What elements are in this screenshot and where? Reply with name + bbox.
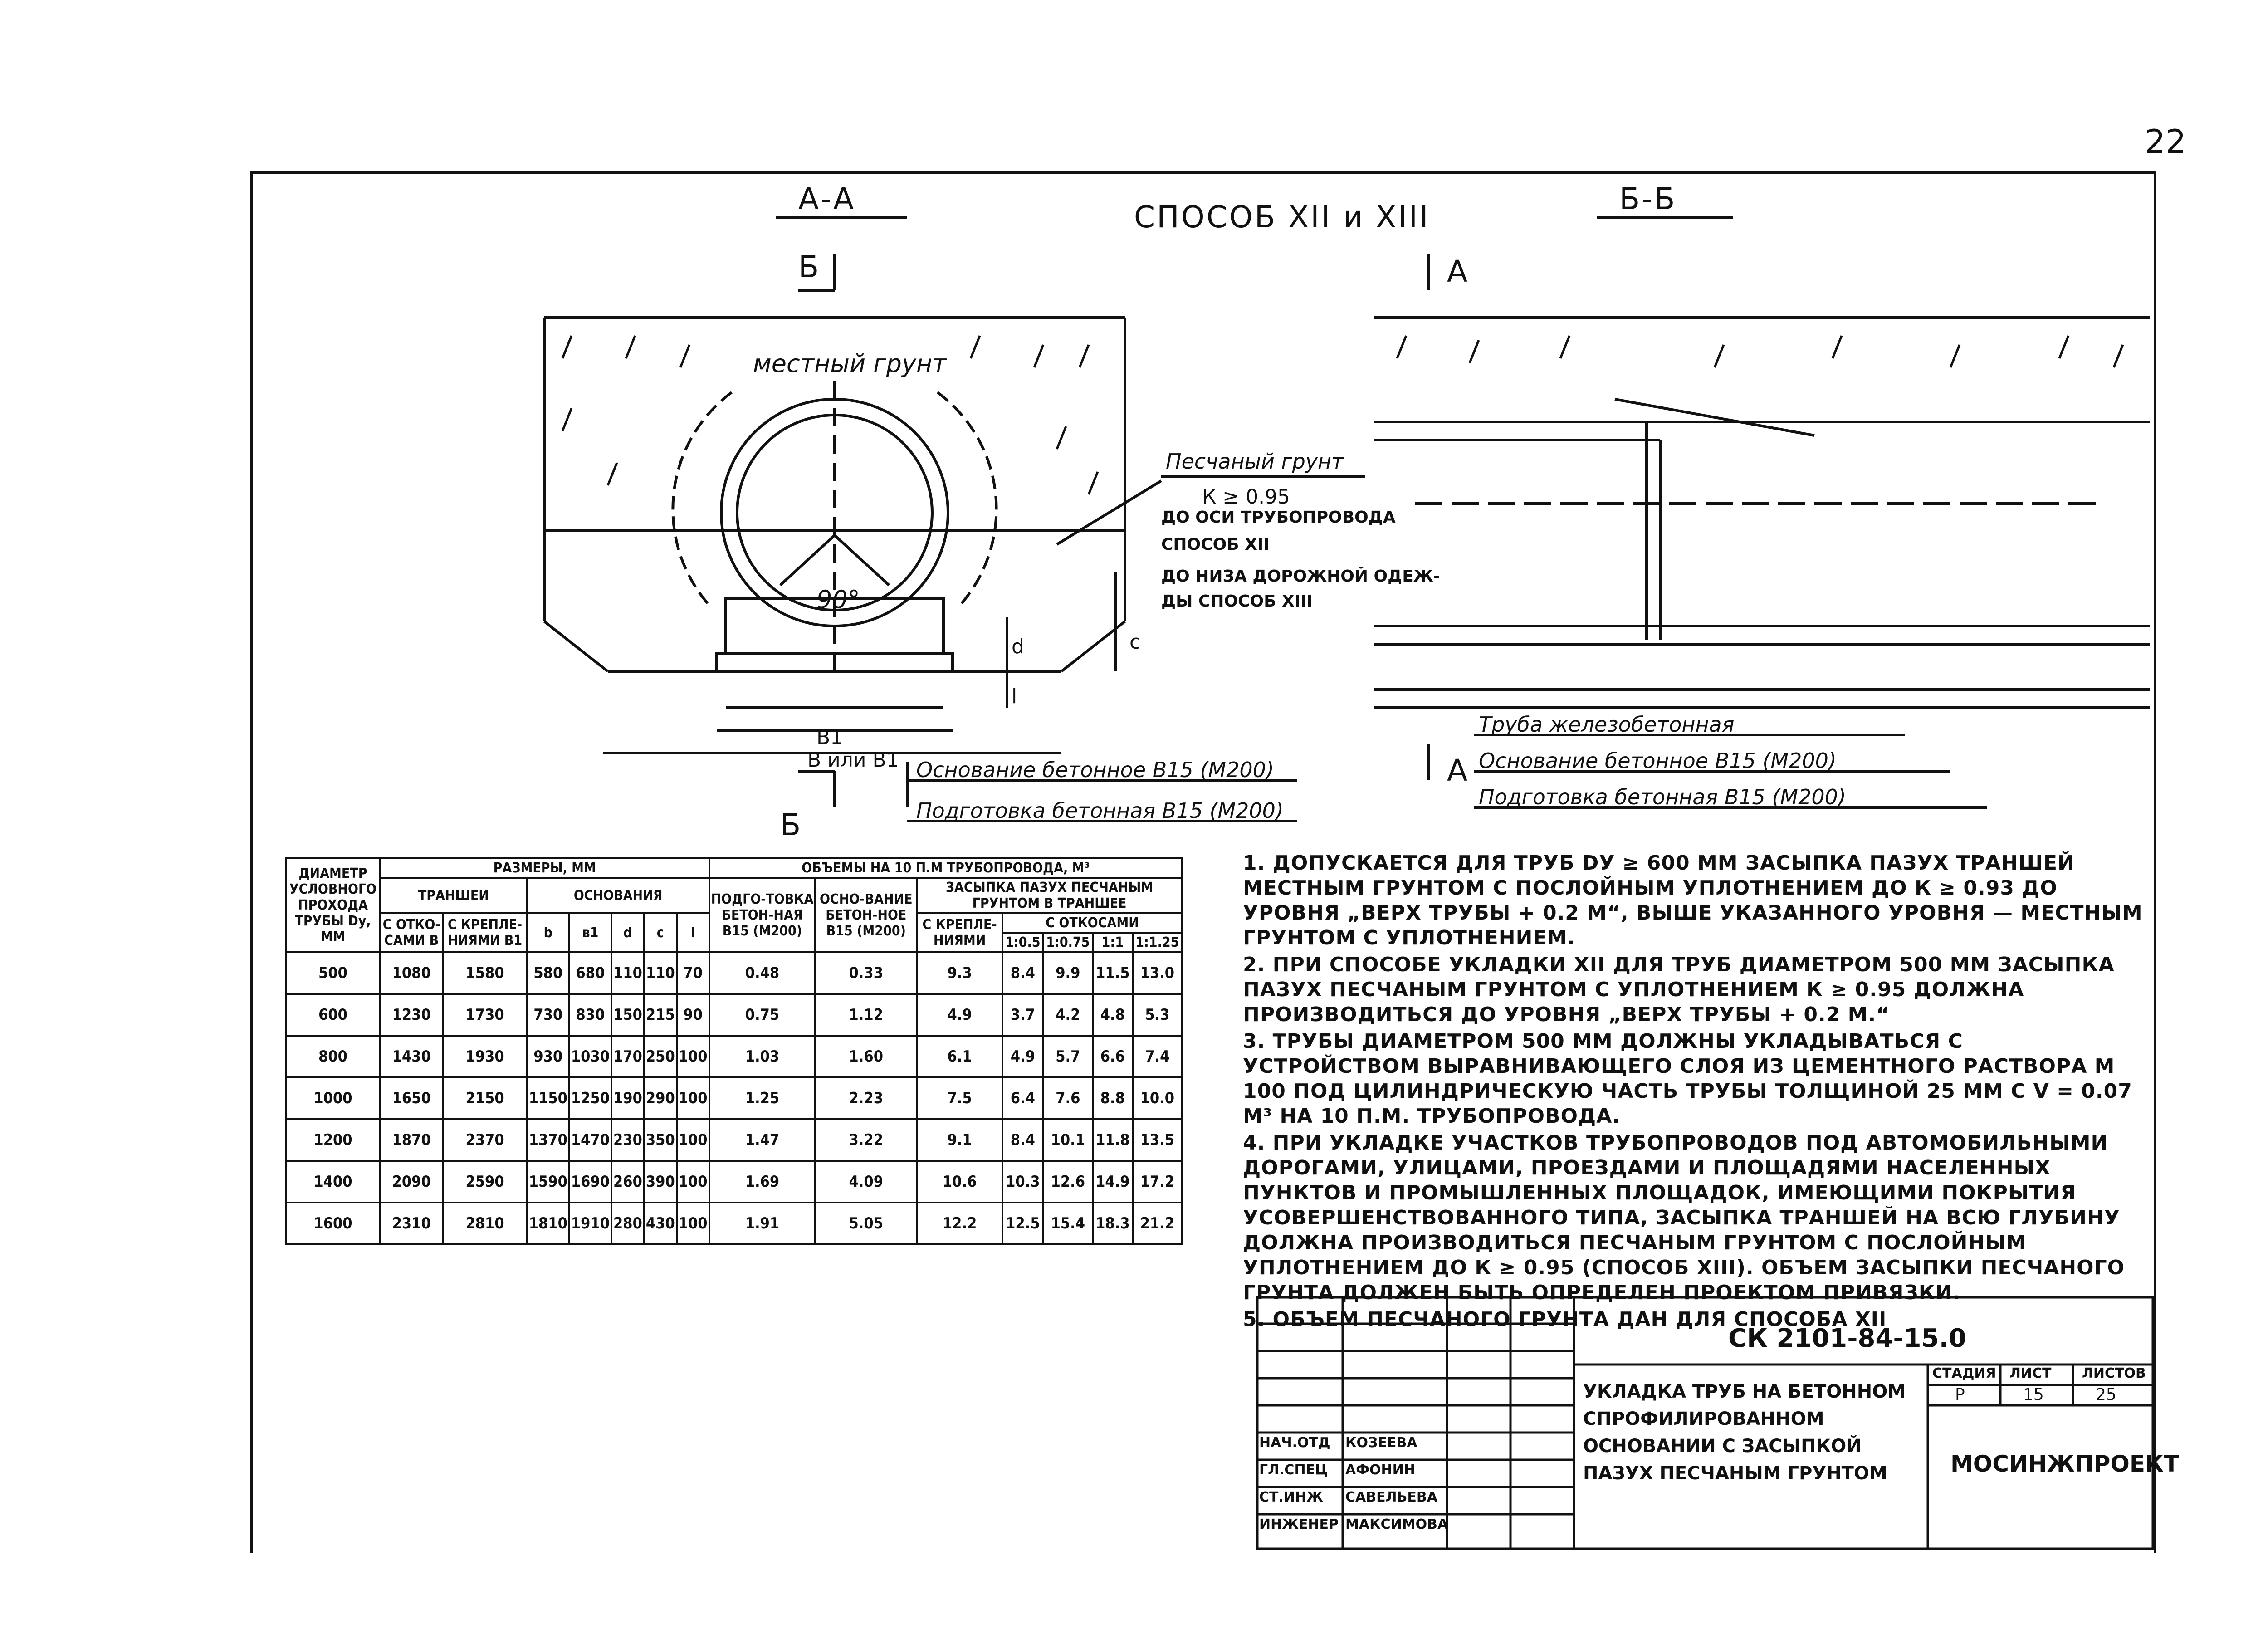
col-b1: в1 [569,913,611,952]
table-cell: 12.2 [917,1203,1002,1244]
table-cell: 110 [644,952,677,994]
table-cell: 1.25 [709,1077,816,1119]
table-cell: 4.2 [1043,994,1093,1036]
section-mark-bb-top: А [1447,254,1470,289]
col-diameter: ДИАМЕТР УСЛОВНОГО ПРОХОДА ТРУБЫ Dу, ММ [286,858,380,952]
col-prep: ПОДГО-ТОВКА БЕТОН-НАЯ B15 (М200) [709,878,816,952]
table-cell: 2810 [443,1203,527,1244]
col-c: c [644,913,677,952]
table-cell: 350 [644,1119,677,1161]
table-cell: 100 [677,1077,709,1119]
table-cell: 1810 [527,1203,569,1244]
method-title: СПОСОБ XII и XIII [1134,200,1430,235]
note-5: 5. ОБЪЕМ ПЕСЧАНОГО ГРУНТА ДАН ДЛЯ СПОСОБА XII [1243,1308,1887,1331]
note-3: 3. ТРУБЫ ДИАМЕТРОМ 500 ММ ДОЛЖНЫ УКЛАДЫВАТЬСЯ С УСТРОЙСТВОМ ВЫРАВНИВАЮЩЕГО СЛОЯ ИЗ ЦЕМЕНТНОГО РАСТВОРА М 100 ПОД ЦИЛИНДРИЧЕСКУЮ ЧАСТЬ ТРУБЫ ТОЛЩИНОЙ 25 ММ С V = 0.07 М³ НА 10 П.М. ТРУБОПРОВОДА. [1243,1030,2132,1128]
col-s4: 1:1.25 [1133,933,1182,952]
table-cell: 190 [611,1077,644,1119]
person-role-2: ГЛ.СПЕЦ [1259,1462,1328,1478]
table-cell: 100 [677,1161,709,1203]
table-cell: 6.1 [917,1036,1002,1077]
table-cell: 1250 [569,1077,611,1119]
stage-label: СТАДИЯ [1932,1365,1996,1381]
table-cell: 21.2 [1133,1203,1182,1244]
section-aa-title: А-А [798,181,856,216]
table-cell: 1.60 [815,1036,917,1077]
dim-c: c [1129,631,1141,654]
col-base: ОСНОВАНИЯ [527,878,709,913]
col-bf-slopes: С ОТКОСАМИ [1002,913,1182,933]
table-cell: 10.6 [917,1161,1002,1203]
page-number: 22 [2145,122,2186,161]
table-cell: 1870 [380,1119,443,1161]
table-cell: 11.5 [1093,952,1133,994]
section-bb-title: Б-Б [1619,181,1677,216]
dim-b1: B1 [816,726,843,749]
table-cell: 9.9 [1043,952,1093,994]
table-cell: 1470 [569,1119,611,1161]
sand-soil-label: Песчаный грунт [1166,449,1344,474]
table-cell: 9.3 [917,952,1002,994]
col-s3: 1:1 [1093,933,1133,952]
table-cell: 100 [677,1203,709,1244]
table-cell: 170 [611,1036,644,1077]
table-cell: 250 [644,1036,677,1077]
table-cell: 1230 [380,994,443,1036]
table-cell: 500 [286,952,380,994]
table-cell: 1.03 [709,1036,816,1077]
angle-label: 90° [816,585,860,614]
col-slopes-b: С ОТКО-САМИ B [380,913,443,952]
col-s2: 1:0.75 [1043,933,1093,952]
table-cell: 13.5 [1133,1119,1182,1161]
table-cell: 1000 [286,1077,380,1119]
table-cell: 1730 [443,994,527,1036]
table-row [286,1203,1182,1244]
table-row [286,1119,1182,1161]
method12-label: СПОСОБ XII [1161,535,1270,554]
col-b: b [527,913,569,952]
table-cell: 600 [286,994,380,1036]
table-cell: 18.3 [1093,1203,1133,1244]
table-cell: 800 [286,1036,380,1077]
organization: МОСИНЖПРОЕКТ [1950,1451,2179,1477]
table-cell: 110 [611,952,644,994]
table-cell: 10.1 [1043,1119,1093,1161]
person-name-3: САВЕЛЬЕВА [1345,1489,1437,1505]
table-body [286,952,1182,1244]
table-cell: 6.6 [1093,1036,1133,1077]
dimensions-table [285,857,1183,1245]
bb-legend-base: Основание бетонное B15 (М200) [1479,748,1837,773]
table-cell: 3.7 [1002,994,1043,1036]
title-block [1256,1296,2179,1550]
table-cell: 0.33 [815,952,917,994]
table-cell: 2310 [380,1203,443,1244]
table-cell: 0.75 [709,994,816,1036]
table-cell: 730 [527,994,569,1036]
table-cell: 5.05 [815,1203,917,1244]
local-soil-label: местный грунт [753,349,947,378]
col-trench: ТРАНШЕИ [380,878,527,913]
table-cell: 2590 [443,1161,527,1203]
section-mark-bottom: Б [780,807,803,842]
to-road-label-2: ДЫ СПОСОБ XIII [1161,592,1313,611]
col-volumes: ОБЪЕМЫ НА 10 П.М ТРУБОПРОВОДА, М³ [709,858,1182,878]
person-role-4: ИНЖЕНЕР [1259,1516,1339,1532]
table-cell: 1400 [286,1161,380,1203]
note-4: 4. ПРИ УКЛАДКЕ УЧАСТКОВ ТРУБОПРОВОДОВ ПОД АВТОМОБИЛЬНЫМИ ДОРОГАМИ, УЛИЦАМИ, ПРОЕЗДАМИ И ПЛОЩАДЯМИ НАСЕЛЕННЫХ ПУНКТОВ И ПРОМЫШЛЕННЫХ ПЛОЩАДОК, ИМЕЮЩИМИ ПОКРЫТИЯ УСОВЕРШЕНСТВОВАННОГО ТИПА, ЗАСЫПКА ТРАНШЕЙ НА ВСЮ ГЛУБИНУ ДОЛЖНА ПРОИЗВОДИТЬСЯ ПЕСЧАНЫМ ГРУНТОМ С ПОСЛОЙНЫМ УПЛОТНЕНИЕМ ДО К ≥ 0.95 (СПОСОБ XIII). ОБЪЕМ ЗАСЫПКИ ПЕСЧАНОГО ГРУНТА ДОЛЖЕН БЫТЬ ОПРЕДЕЛЕН ПРОЕКТОМ ПРИВЯЗКИ. [1243,1131,2125,1304]
person-name-2: АФОНИН [1345,1462,1415,1478]
sheets-label: ЛИСТОВ [2082,1365,2146,1381]
person-name-4: МАКСИМОВА [1345,1516,1448,1532]
table-cell: 70 [677,952,709,994]
table-cell: 1370 [527,1119,569,1161]
table-cell: 2370 [443,1119,527,1161]
col-sizes: РАЗМЕРЫ, ММ [380,858,709,878]
table-cell: 1430 [380,1036,443,1077]
document-title: УКЛАДКА ТРУБ НА БЕТОННОМ СПРОФИЛИРОВАННОМ ОСНОВАНИИ С ЗАСЫПКОЙ ПАЗУХ ПЕСЧАНЫМ ГРУНТОМ [1583,1381,1906,1484]
table-cell: 13.0 [1133,952,1182,994]
table-cell: 7.5 [917,1077,1002,1119]
stage-value: Р [1955,1385,1965,1404]
table-cell: 12.5 [1002,1203,1043,1244]
person-role-1: НАЧ.ОТД [1259,1435,1330,1451]
table-cell: 90 [677,994,709,1036]
sheets-value: 25 [2096,1385,2116,1404]
table-row [286,1077,1182,1119]
col-s1: 1:0.5 [1002,933,1043,952]
table-cell: 1910 [569,1203,611,1244]
table-cell: 1.69 [709,1161,816,1203]
note-1: 1. ДОПУСКАЕТСЯ ДЛЯ ТРУБ DУ ≥ 600 ММ ЗАСЫПКА ПАЗУХ ТРАНШЕЙ МЕСТНЫМ ГРУНТОМ С ПОСЛОЙНЫМ УПЛОТНЕНИЕМ ДО К ≥ 0.93 ДО УРОВНЯ „ВЕРХ ТРУБЫ + 0.2 М“, ВЫШЕ УКАЗАННОГО УРОВНЯ — МЕСТНЫМ ГРУНТОМ С УПЛОТНЕНИЕМ. [1243,851,2143,949]
table-cell: 15.4 [1043,1203,1093,1244]
table-cell: 680 [569,952,611,994]
table-cell: 430 [644,1203,677,1244]
table-row [286,994,1182,1036]
table-cell: 1650 [380,1077,443,1119]
table-cell: 2090 [380,1161,443,1203]
table-cell: 4.9 [1002,1036,1043,1077]
slope-left [544,621,608,671]
table-cell: 4.09 [815,1161,917,1203]
note-2: 2. ПРИ СПОСОБЕ УКЛАДКИ XII ДЛЯ ТРУБ ДИАМЕТРОМ 500 ММ ЗАСЫПКА ПАЗУХ ПЕСЧАНЫМ ГРУНТОМ С УПЛОТНЕНИЕМ К ≥ 0.95 ДОЛЖНА ПРОИЗВОДИТЬСЯ ДО УРОВНЯ „ВЕРХ ТРУБЫ + 0.2 М.“ [1243,953,2115,1026]
base-label: Основание бетонное B15 (М200) [916,758,1274,782]
table-cell: 100 [677,1119,709,1161]
col-l: l [677,913,709,952]
table-cell: 1.47 [709,1119,816,1161]
table-cell: 7.6 [1043,1077,1093,1119]
table-cell: 1030 [569,1036,611,1077]
to-road-label: ДО НИЗА ДОРОЖНОЙ ОДЕЖ- [1161,567,1440,586]
table-cell: 390 [644,1161,677,1203]
table-cell: 2150 [443,1077,527,1119]
col-braced-b1: С КРЕПЛЕ-НИЯМИ B1 [443,913,527,952]
table-cell: 4.8 [1093,994,1133,1036]
table-cell: 1.12 [815,994,917,1036]
section-mark-top: Б [798,249,821,284]
table-cell: 10.3 [1002,1161,1043,1203]
table-cell: 6.4 [1002,1077,1043,1119]
person-name-1: КОЗЕЕВА [1345,1435,1418,1451]
table-cell: 830 [569,994,611,1036]
table-row [286,1161,1182,1203]
table-cell: 1080 [380,952,443,994]
table-cell: 12.6 [1043,1161,1093,1203]
table-cell: 7.4 [1133,1036,1182,1077]
table-cell: 17.2 [1133,1161,1182,1203]
table-cell: 5.3 [1133,994,1182,1036]
table-cell: 11.8 [1093,1119,1133,1161]
col-base-vol: ОСНО-ВАНИЕ БЕТОН-НОЕ B15 (М200) [815,878,917,952]
sheet-value: 15 [2023,1385,2044,1404]
sand-zone-arc [673,390,735,603]
person-role-3: СТ.ИНЖ [1259,1489,1323,1505]
table-cell: 1580 [443,952,527,994]
notes-block [1243,851,2146,1334]
table-cell: 930 [527,1036,569,1077]
table-cell: 150 [611,994,644,1036]
table-cell: 290 [644,1077,677,1119]
table-cell: 260 [611,1161,644,1203]
col-bf-braced: С КРЕПЛЕ-НИЯМИ [917,913,1002,952]
table-cell: 280 [611,1203,644,1244]
table-cell: 0.48 [709,952,816,994]
table-cell: 1690 [569,1161,611,1203]
compaction-label: К ≥ 0.95 [1202,485,1290,509]
table-cell: 215 [644,994,677,1036]
col-backfill: ЗАСЫПКА ПАЗУХ ПЕСЧАНЫМ ГРУНТОМ В ТРАНШЕЕ [917,878,1182,913]
table-cell: 1590 [527,1161,569,1203]
table-row [286,1036,1182,1077]
bb-legend-pipe: Труба железобетонная [1479,712,1735,737]
dim-b-or-b1: B или B1 [807,748,899,772]
col-d: d [611,913,644,952]
table-cell: 580 [527,952,569,994]
table-cell: 4.9 [917,994,1002,1036]
table-cell: 9.1 [917,1119,1002,1161]
table-cell: 5.7 [1043,1036,1093,1077]
table-cell: 100 [677,1036,709,1077]
table-cell: 1.91 [709,1203,816,1244]
table-cell: 8.4 [1002,1119,1043,1161]
table-cell: 10.0 [1133,1077,1182,1119]
prep-label: Подготовка бетонная B15 (М200) [916,798,1284,823]
dim-d: d [1012,635,1024,658]
table-cell: 1930 [443,1036,527,1077]
table-cell: 1200 [286,1119,380,1161]
table-cell: 8.4 [1002,952,1043,994]
table-row [286,952,1182,994]
table-cell: 2.23 [815,1077,917,1119]
table-cell: 1150 [527,1077,569,1119]
section-mark-bb-bottom: А [1447,753,1470,788]
sheet-label: ЛИСТ [2009,1365,2052,1381]
bb-legend-prep: Подготовка бетонная B15 (М200) [1479,785,1846,809]
table-cell: 3.22 [815,1119,917,1161]
table-cell: 8.8 [1093,1077,1133,1119]
table-cell: 1600 [286,1203,380,1244]
dim-l: l [1012,685,1017,708]
document-code: СК 2101-84-15.0 [1728,1324,1966,1353]
table-cell: 14.9 [1093,1161,1133,1203]
to-axis-label: ДО ОСИ ТРУБОПРОВОДА [1161,508,1396,527]
table-cell: 230 [611,1119,644,1161]
